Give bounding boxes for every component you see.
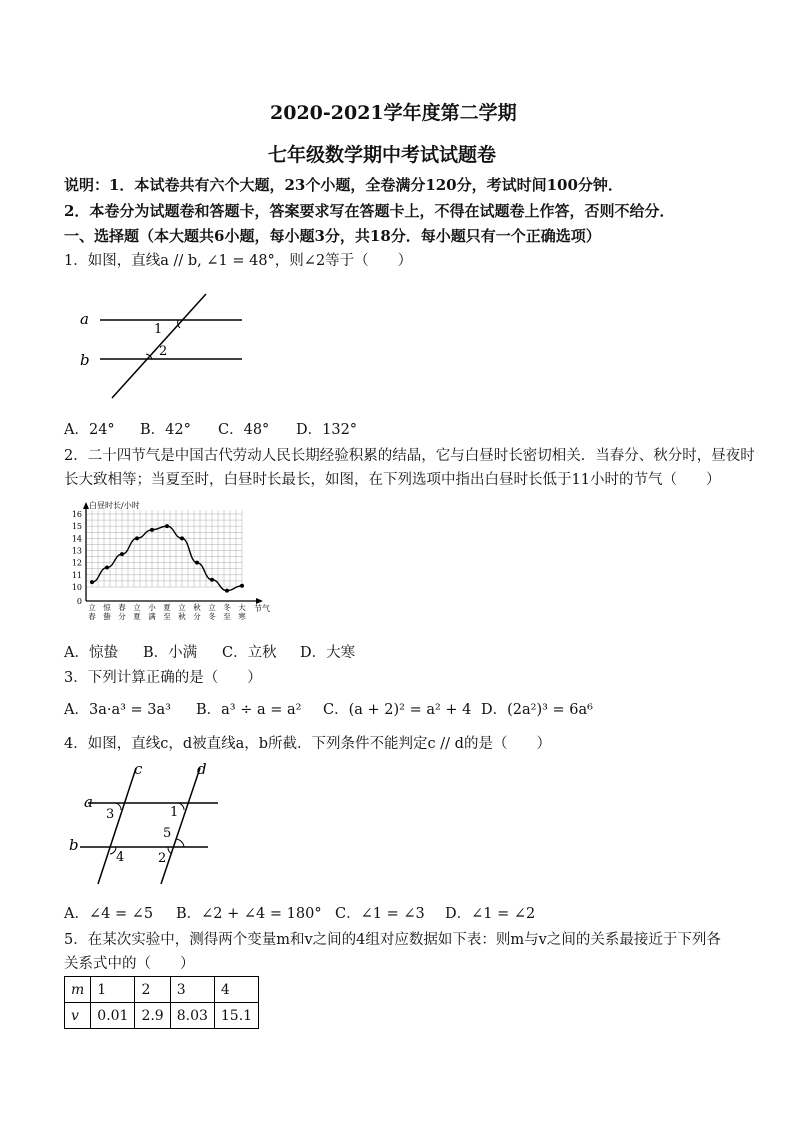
x-tick-label: 秋 bbox=[193, 603, 201, 612]
q4-label-3: 3 bbox=[106, 807, 115, 822]
data-point bbox=[180, 536, 184, 540]
y-tick-label: 10 bbox=[71, 583, 82, 592]
x-tick-label: 立 bbox=[133, 603, 141, 612]
x-tick-label: 至 bbox=[223, 612, 231, 621]
data-point bbox=[225, 589, 229, 593]
q4-angle1-arc bbox=[178, 803, 184, 810]
table-cell: 8.03 bbox=[170, 1003, 214, 1029]
q1-label-1: 1 bbox=[154, 322, 163, 337]
q3-option-c: C．(a + 2)² = a² + 4 bbox=[323, 702, 472, 718]
q4-label-a: a bbox=[84, 793, 93, 811]
y-tick-label: 13 bbox=[71, 546, 82, 556]
data-point bbox=[165, 524, 169, 528]
q2-y-axis-label: 白昼时长/小时 bbox=[89, 501, 140, 510]
x-tick-label: 夏 bbox=[133, 612, 141, 621]
q4-stem: 4．如图，直线c，d被直线a，b所截．下列条件不能判定c // d的是（ ） bbox=[64, 736, 551, 752]
instruction-line-2: 2．本卷分为试题卷和答题卡，答案要求写在答题卡上，不得在试题卷上作答，否则不给分． bbox=[64, 202, 675, 220]
q4-label-2: 2 bbox=[158, 851, 167, 866]
q1-figure bbox=[70, 288, 260, 408]
table-cell: 1 bbox=[91, 977, 135, 1003]
q1-label-b: b bbox=[80, 351, 90, 369]
q4-label-c: c bbox=[134, 760, 143, 778]
data-point bbox=[240, 584, 244, 588]
table-row bbox=[65, 1003, 259, 1029]
q4-label-1: 1 bbox=[170, 805, 179, 820]
x-tick-label: 立 bbox=[88, 603, 96, 612]
data-point bbox=[120, 552, 124, 556]
q4-option-a: A．∠4 = ∠5 bbox=[64, 906, 154, 922]
x-tick-label: 寒 bbox=[238, 612, 246, 621]
x-tick-label: 分 bbox=[118, 612, 126, 621]
q4-label-b: b bbox=[69, 836, 79, 854]
y-tick-label: 15 bbox=[71, 522, 82, 532]
x-tick-label: 蛰 bbox=[103, 612, 111, 621]
section-heading-choice: 一、选择题（本大题共6小题，每小题3分，共18分．每小题只有一个正确选项） bbox=[64, 227, 601, 245]
data-point bbox=[105, 566, 109, 570]
x-tick-label: 夏 bbox=[163, 603, 171, 612]
q4-label-5: 5 bbox=[163, 826, 172, 841]
q4-angle5-arc bbox=[176, 839, 184, 847]
q2-option-b: B．小满 bbox=[143, 645, 198, 661]
q1-stem: 1．如图，直线a // b, ∠1 = 48°，则∠2等于（ ） bbox=[64, 253, 413, 269]
q3-option-b: B．a³ ÷ a = a² bbox=[196, 702, 302, 718]
q2-stem-line-2: 长大致相等；当夏至时，白昼时长最长，如图，在下列选项中指出白昼时长低于11小时的节气（ ） bbox=[64, 472, 721, 488]
table-cell: 2 bbox=[135, 977, 170, 1003]
data-point bbox=[210, 578, 214, 582]
x-tick-label: 立 bbox=[208, 603, 216, 612]
q2-option-a: A．惊蛰 bbox=[64, 645, 118, 661]
table-cell: 0.01 bbox=[91, 1003, 135, 1029]
x-tick-label: 春 bbox=[118, 603, 126, 612]
q4-figure bbox=[64, 760, 234, 890]
q5-stem-line-2: 关系式中的（ ） bbox=[64, 956, 195, 972]
q3-option-a: A．3a·a³ = 3a³ bbox=[64, 702, 171, 718]
q1-option-c: C．48° bbox=[218, 422, 270, 438]
q5-stem-line-1: 5．在某次实验中，测得两个变量m和v之间的4组对应数据如下表：则m与v之间的关系最接近于下列各 bbox=[64, 932, 721, 948]
y-tick-label: 16 bbox=[71, 510, 82, 519]
x-tick-label: 大 bbox=[238, 603, 246, 612]
q4-option-b: B．∠2 + ∠4 = 180° bbox=[176, 906, 322, 922]
data-point bbox=[90, 580, 94, 584]
data-point bbox=[150, 528, 154, 532]
exam-title-year: 2020-2021学年度第二学期 bbox=[270, 102, 517, 124]
table-cell: 3 bbox=[170, 977, 214, 1003]
q2-x-axis-label: 节气 bbox=[254, 604, 270, 613]
q1-option-d: D．132° bbox=[296, 422, 358, 438]
q2-option-d: D．大寒 bbox=[300, 645, 356, 661]
table-cell: 4 bbox=[214, 977, 258, 1003]
q4-line-c bbox=[98, 768, 136, 884]
q4-label-4: 4 bbox=[116, 850, 125, 865]
q3-stem: 3．下列计算正确的是（ ） bbox=[64, 670, 262, 686]
q5-data-table bbox=[64, 976, 259, 1029]
q1-option-a: A．24° bbox=[64, 422, 115, 438]
data-point bbox=[195, 561, 199, 565]
x-tick-label: 冬 bbox=[208, 612, 216, 621]
instruction-line-1: 说明：1．本试卷共有六个大题，23个小题，全卷满分120分，考试时间100分钟． bbox=[64, 176, 623, 194]
q1-label-a: a bbox=[80, 310, 89, 328]
x-tick-label: 立 bbox=[178, 603, 186, 612]
x-tick-label: 分 bbox=[193, 612, 201, 621]
x-tick-label: 冬 bbox=[223, 603, 231, 612]
y-tick-label: 14 bbox=[71, 534, 82, 544]
x-tick-label: 秋 bbox=[178, 612, 186, 621]
q2-option-c: C．立秋 bbox=[222, 645, 277, 661]
q1-label-2: 2 bbox=[159, 344, 168, 359]
table-cell: m bbox=[65, 977, 91, 1003]
q2-stem-line-1: 2．二十四节气是中国古代劳动人民长期经验积累的结晶，它与白昼时长密切相关．当春分、秋分时，昼夜时 bbox=[64, 448, 755, 464]
exam-title: 七年级数学期中考试试题卷 bbox=[268, 144, 497, 166]
table-cell: v bbox=[65, 1003, 91, 1029]
q2-daylight-chart bbox=[62, 497, 282, 625]
y-tick-label: 11 bbox=[71, 570, 82, 580]
x-tick-label: 满 bbox=[148, 612, 156, 621]
y-tick-label: 0 bbox=[76, 597, 82, 606]
x-tick-label: 至 bbox=[163, 612, 171, 621]
x-tick-label: 惊 bbox=[103, 603, 111, 612]
q4-angle3-arc bbox=[116, 803, 121, 810]
table-cell: 15.1 bbox=[214, 1003, 258, 1029]
x-tick-label: 小 bbox=[148, 603, 156, 612]
data-point bbox=[135, 536, 139, 540]
q3-option-d: D．(2a²)³ = 6a⁶ bbox=[481, 702, 593, 718]
q4-label-d: d bbox=[197, 760, 207, 778]
table-row bbox=[65, 977, 259, 1003]
q1-option-b: B．42° bbox=[140, 422, 191, 438]
y-tick-label: 12 bbox=[71, 558, 82, 568]
x-tick-label: 春 bbox=[88, 612, 96, 621]
table-cell: 2.9 bbox=[135, 1003, 170, 1029]
q4-option-d: D．∠1 = ∠2 bbox=[445, 906, 536, 922]
q4-option-c: C．∠1 = ∠3 bbox=[335, 906, 425, 922]
